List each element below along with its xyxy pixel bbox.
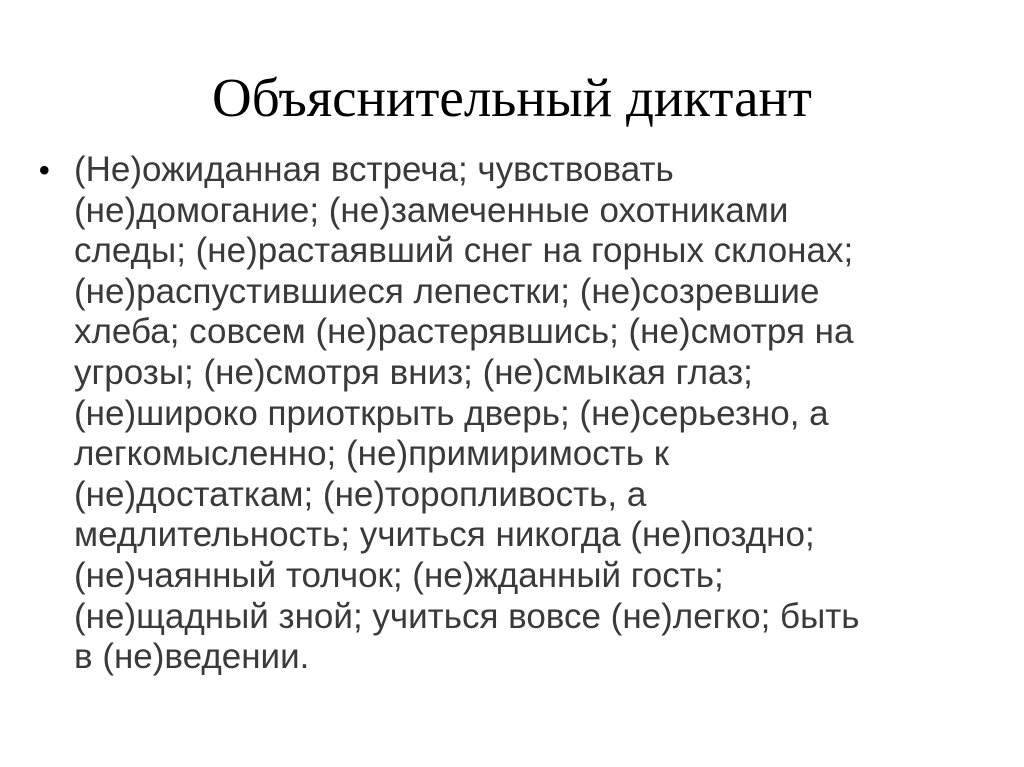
bullet-text	[74, 150, 978, 678]
text-line-5: хлеба; совсем (не)растерявшись; (не)смотря на	[74, 312, 854, 352]
text-line-1: (Не)ожиданная встреча; чувствовать	[74, 150, 674, 189]
slide-content	[38, 150, 978, 678]
text-line-11: (не)чаянный толчок; (не)жданный гость;	[74, 555, 724, 595]
text-line-7: (не)широко приоткрыть дверь; (не)серьезно, а	[74, 393, 829, 433]
text-line-12: (не)щадный зной; учиться вовсе (не)легко; быть	[74, 596, 860, 636]
text-line-8: легкомысленно; (не)примиримость к	[74, 434, 670, 474]
text-line-13: в (не)ведении.	[74, 637, 310, 677]
bullet-item	[38, 150, 978, 678]
slide-title: Объяснительный диктант	[212, 67, 812, 128]
text-line-9: (не)достаткам; (не)торопливость, а	[74, 474, 647, 514]
text-line-10: медлительность; учиться никогда (не)поздно;	[74, 515, 815, 555]
text-line-4: (не)распустившиеся лепестки; (не)созревшие	[74, 271, 820, 311]
text-line-6: угрозы; (не)смотря вниз; (не)смыкая глаз;	[74, 352, 753, 392]
text-line-2: (не)домогание; (не)замеченные охотниками	[74, 190, 789, 230]
text-line-3: следы; (не)растаявший снег на горных склонах;	[74, 231, 854, 271]
bullet-icon: •	[38, 150, 51, 190]
